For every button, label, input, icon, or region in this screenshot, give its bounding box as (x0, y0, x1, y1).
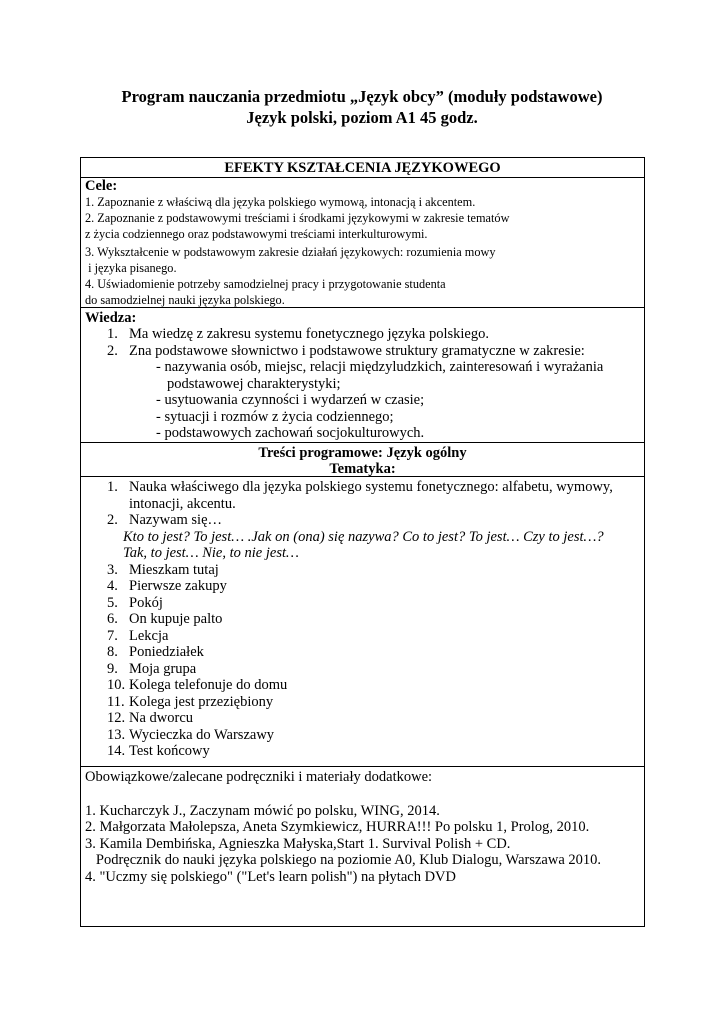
tematyka-item (81, 562, 644, 579)
curriculum-table (80, 157, 645, 927)
tematyka-item-number: 13. (107, 726, 126, 743)
tematyka-item-text: Poniedziałek (129, 644, 204, 660)
cele-line: 4. Uświadomienie potrzeby samodzielnej pracy i przygotowanie studenta (85, 277, 446, 291)
wiedza-item-number: 2. (107, 342, 118, 359)
tematyka-heading: Tematyka: (329, 461, 396, 477)
example-line: Kto to jest? To jest… .Jak on (ona) się nazywa? Co to jest? To jest… Czy to jest…? (123, 528, 604, 545)
tematyka-item-continuation: intonacji, akcentu. (129, 495, 236, 512)
tematyka-item-text: Moja grupa (129, 660, 197, 677)
section-cele (81, 178, 644, 308)
tematyka-item-number: 1. (107, 479, 118, 495)
tematyka-item-text: Kolega jest przeziębiony (129, 693, 274, 710)
tematyka-item (81, 595, 644, 612)
wiedza-subitem: - podstawowych zachowań socjokulturowych. (156, 425, 425, 441)
tematyka-item-number: 3. (107, 561, 118, 578)
tematyka-item (81, 694, 644, 711)
tresci-heading: Treści programowe: Język ogólny (258, 445, 467, 461)
tematyka-item (81, 578, 644, 595)
tematyka-item-number: 11. (107, 693, 125, 710)
tematyka-item (81, 512, 644, 529)
tematyka-item-text: Na dworcu (129, 710, 194, 726)
tematyka-item-number: 10. (107, 677, 126, 693)
cele-line: i języka pisanego. (85, 261, 177, 275)
wiedza-item-text: Zna podstawowe słownictwo i podstawowe struktury gramatyczne w zakresie: (129, 342, 585, 359)
tematyka-item-number: 14. (107, 743, 126, 759)
tematyka-item-text: Wycieczka do Warszawy (129, 726, 275, 743)
wiedza-item-number: 1. (107, 326, 118, 342)
tematyka-item-text: Mieszkam tutaj (129, 561, 219, 578)
wiedza-subitem: podstawowej charakterystyki; (167, 375, 341, 392)
tematyka-item (81, 628, 644, 645)
tematyka-item-text: Pokój (129, 594, 163, 611)
tematyka-item (81, 677, 644, 694)
section-wiedza (81, 308, 644, 443)
tematyka-item-text: Nauka właściwego dla języka polskiego systemu fonetycznego: alfabetu, wymowy, (129, 479, 613, 495)
section-tematyka (81, 477, 644, 767)
cele-line: 2. Zapoznanie z podstawowymi treściami i środkami językowymi w zakresie tematów (85, 211, 510, 225)
wiedza-item-text: Ma wiedzę z zakresu systemu fonetycznego języka polskiego. (129, 326, 489, 342)
cele-line: do samodzielnej nauki języka polskiego. (85, 293, 285, 307)
materialy-line: 1. Kucharczyk J., Zaczynam mówić po polsku, WING, 2014. (85, 802, 440, 819)
tematyka-item-number: 12. (107, 710, 126, 726)
tematyka-item-number: 7. (107, 627, 118, 644)
materialy-heading: Obowiązkowe/zalecane podręczniki i materiały dodatkowe: (85, 769, 433, 785)
tematyka-item (81, 743, 644, 760)
tematyka-item-number: 9. (107, 660, 118, 677)
wiedza-subitem: - nazywania osób, miejsc, relacji międzyludzkich, zainteresowań i wyrażania (156, 359, 604, 375)
header-text: EFEKTY KSZTAŁCENIA JĘZYKOWEGO (224, 160, 501, 176)
materialy-line: 4. "Uczmy się polskiego" ("Let's learn polish") na płytach DVD (85, 868, 456, 885)
wiedza-subitem: - sytuacji i rozmów z życia codziennego; (156, 408, 394, 425)
cele-line: z życia codziennego oraz podstawowymi treściami interkulturowymi. (85, 227, 428, 241)
tematyka-item (81, 727, 644, 744)
tematyka-item (81, 710, 644, 727)
tematyka-item-number: 2. (107, 512, 118, 528)
section-tresci-heading (81, 443, 644, 477)
tematyka-item-number: 6. (107, 611, 118, 627)
tematyka-item (81, 479, 644, 496)
title-line-1: Program nauczania przedmiotu „Język obcy” (moduły podstawowe) (121, 87, 603, 106)
wiedza-item (81, 326, 644, 343)
title-line-2: Język polski, poziom A1 45 godz. (246, 108, 478, 127)
document-title (0, 86, 724, 128)
wiedza-heading: Wiedza: (85, 310, 137, 326)
tematyka-item-number: 4. (107, 578, 118, 594)
tematyka-item-text: On kupuje palto (129, 611, 223, 627)
tematyka-item-text: Pierwsze zakupy (129, 578, 227, 594)
materialy-line: 3. Kamila Dembińska, Agnieszka Małyska,Start 1. Survival Polish + CD. (85, 835, 511, 852)
tematyka-item-text: Kolega telefonuje do domu (129, 677, 288, 693)
tematyka-item (81, 644, 644, 661)
tematyka-item (81, 611, 644, 628)
cele-line: 1. Zapoznanie z właściwą dla języka polskiego wymową, intonacją i akcentem. (85, 195, 476, 209)
tematyka-item-text: Lekcja (129, 627, 169, 644)
materialy-line: Podręcznik do nauki języka polskiego na poziomie A0, Klub Dialogu, Warszawa 2010. (85, 852, 602, 868)
tematyka-item-text: Test końcowy (129, 743, 210, 759)
tematyka-item-text: Nazywam się… (129, 512, 223, 528)
tematyka-item-number: 5. (107, 594, 118, 611)
cele-heading: Cele: (85, 178, 118, 194)
tematyka-item-number: 8. (107, 644, 118, 660)
example-line: Tak, to jest… Nie, to nie jest… (123, 545, 299, 561)
wiedza-subitem: - usytuowania czynności i wydarzeń w czasie; (156, 392, 425, 408)
wiedza-item (81, 343, 644, 360)
tematyka-item (81, 661, 644, 678)
table-header (81, 158, 644, 178)
materialy-line: 2. Małgorzata Małolepsza, Aneta Szymkiewicz, HURRA!!! Po polsku 1, Prolog, 2010. (85, 819, 590, 835)
section-materialy (81, 767, 644, 926)
cele-line: 3. Wykształcenie w podstawowym zakresie działań językowych: rozumienia mowy (85, 245, 496, 259)
